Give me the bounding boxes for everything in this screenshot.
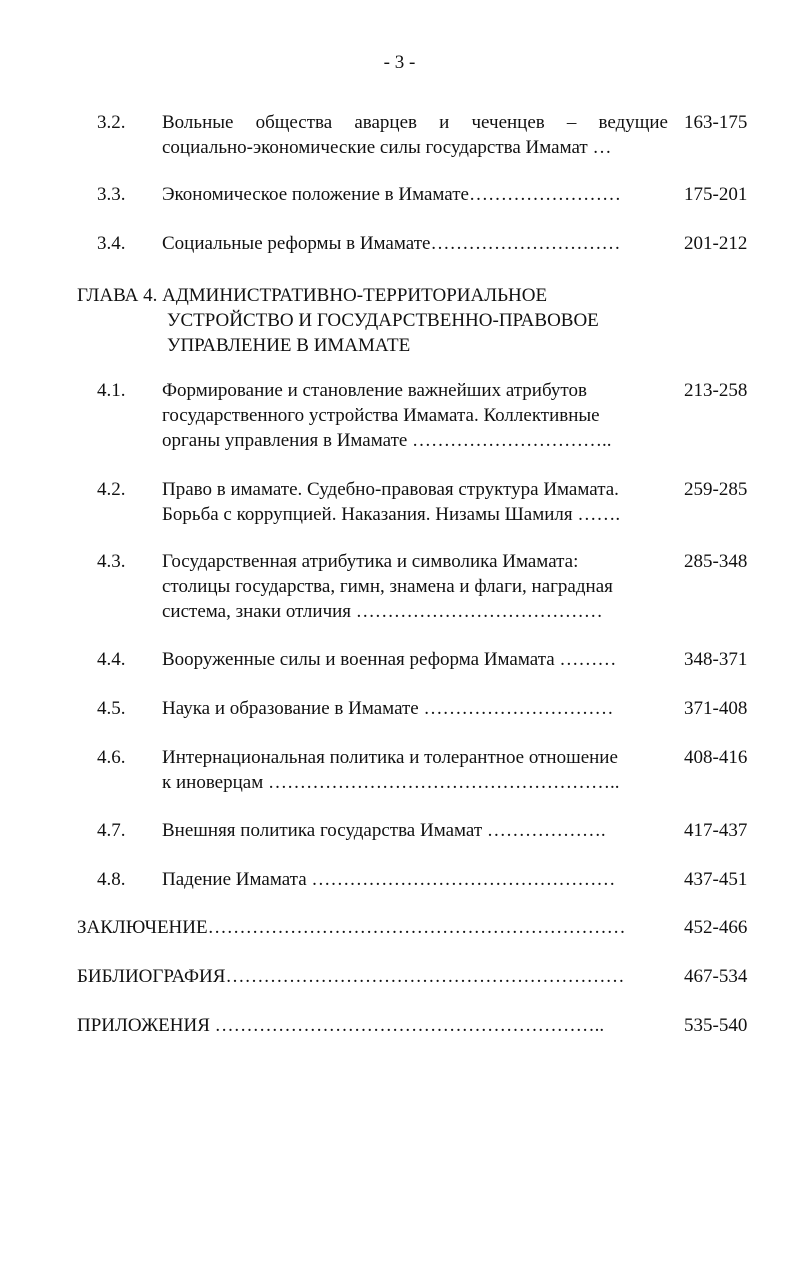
back-matter-title: ЗАКЛЮЧЕНИЕ…………………………………………………………: [77, 917, 626, 938]
title-line: столицы государства, гимн, знамена и флаги, наградная: [162, 576, 613, 597]
section-number: 3.4.: [97, 233, 126, 254]
page-range: 259-285: [684, 479, 748, 500]
page-range: 437-451: [684, 869, 748, 890]
section-number: 3.2.: [97, 112, 126, 133]
chapter-heading: [77, 283, 599, 358]
page-range: 163-175: [684, 112, 748, 133]
section-number: 4.6.: [97, 747, 126, 768]
chapter-title-line: УСТРОЙСТВО И ГОСУДАРСТВЕННО-ПРАВОВОЕ: [167, 310, 599, 331]
section-title: [162, 231, 668, 256]
title-line: к иноверцам ………………………………………………..: [162, 772, 620, 793]
title-line: органы управления в Имамате …………………………..: [162, 430, 612, 451]
section-title: [162, 696, 668, 721]
page-number: - 3 -: [383, 52, 416, 73]
page-range: 408-416: [684, 747, 748, 768]
section-number: 4.2.: [97, 479, 126, 500]
section-number: 4.4.: [97, 649, 126, 670]
title-line: Наука и образование в Имамате …………………………: [162, 698, 614, 719]
back-matter-title: ПРИЛОЖЕНИЯ ……………………………………………………..: [77, 1015, 605, 1036]
page-range: 467-534: [684, 966, 748, 987]
section-number: 4.1.: [97, 380, 126, 401]
title-line: Интернациональная политика и толерантное отношение: [162, 747, 618, 768]
section-title: [162, 110, 668, 160]
title-line: Экономическое положение в Имамате……………………: [162, 184, 621, 205]
page-range: 175-201: [684, 184, 748, 205]
title-line: система, знаки отличия …………………………………: [162, 601, 603, 622]
section-number: 4.8.: [97, 869, 126, 890]
page-range: 201-212: [684, 233, 748, 254]
title-line: государственного устройства Имамата. Коллективные: [162, 405, 600, 426]
section-number: 4.5.: [97, 698, 126, 719]
title-line: Внешняя политика государства Имамат ……………….: [162, 820, 606, 841]
page-range: 213-258: [684, 380, 748, 401]
title-line: социально-экономические силы государства Имамат …: [162, 137, 612, 158]
section-title: [162, 867, 668, 892]
page-range: 417-437: [684, 820, 748, 841]
section-title: [162, 745, 668, 795]
page-range: 535-540: [684, 1015, 748, 1036]
chapter-title-line: ГЛАВА 4. АДМИНИСТРАТИВНО-ТЕРРИТОРИАЛЬНОЕ: [77, 285, 548, 306]
section-title: [162, 818, 668, 843]
section-title: [162, 378, 668, 453]
title-line: Вооруженные силы и военная реформа Имамата ………: [162, 649, 617, 670]
section-title: [162, 549, 668, 624]
section-number: 4.7.: [97, 820, 126, 841]
section-number: 3.3.: [97, 184, 126, 205]
title-line: Вольные общества аварцев и чеченцев – ведущие: [162, 112, 668, 133]
title-line: Борьба с коррупцией. Наказания. Низамы Шамиля …….: [162, 504, 621, 525]
title-line: Государственная атрибутика и символика Имамата:: [162, 551, 579, 572]
section-number: 4.3.: [97, 551, 126, 572]
page-range: 285-348: [684, 551, 748, 572]
section-title: [162, 647, 668, 672]
title-line: Право в имамате. Судебно-правовая структура Имамата.: [162, 479, 619, 500]
chapter-title-line: УПРАВЛЕНИЕ В ИМАМАТЕ: [167, 335, 411, 356]
page-range: 348-371: [684, 649, 748, 670]
section-title: [162, 477, 668, 527]
title-line: Социальные реформы в Имамате…………………………: [162, 233, 621, 254]
title-line: Падение Имамата …………………………………………: [162, 869, 616, 890]
back-matter-title: БИБЛИОГРАФИЯ………………………………………………………: [77, 966, 625, 987]
page-range: 452-466: [684, 917, 748, 938]
section-title: [162, 182, 668, 207]
page-range: 371-408: [684, 698, 748, 719]
title-line: Формирование и становление важнейших атрибутов: [162, 380, 587, 401]
